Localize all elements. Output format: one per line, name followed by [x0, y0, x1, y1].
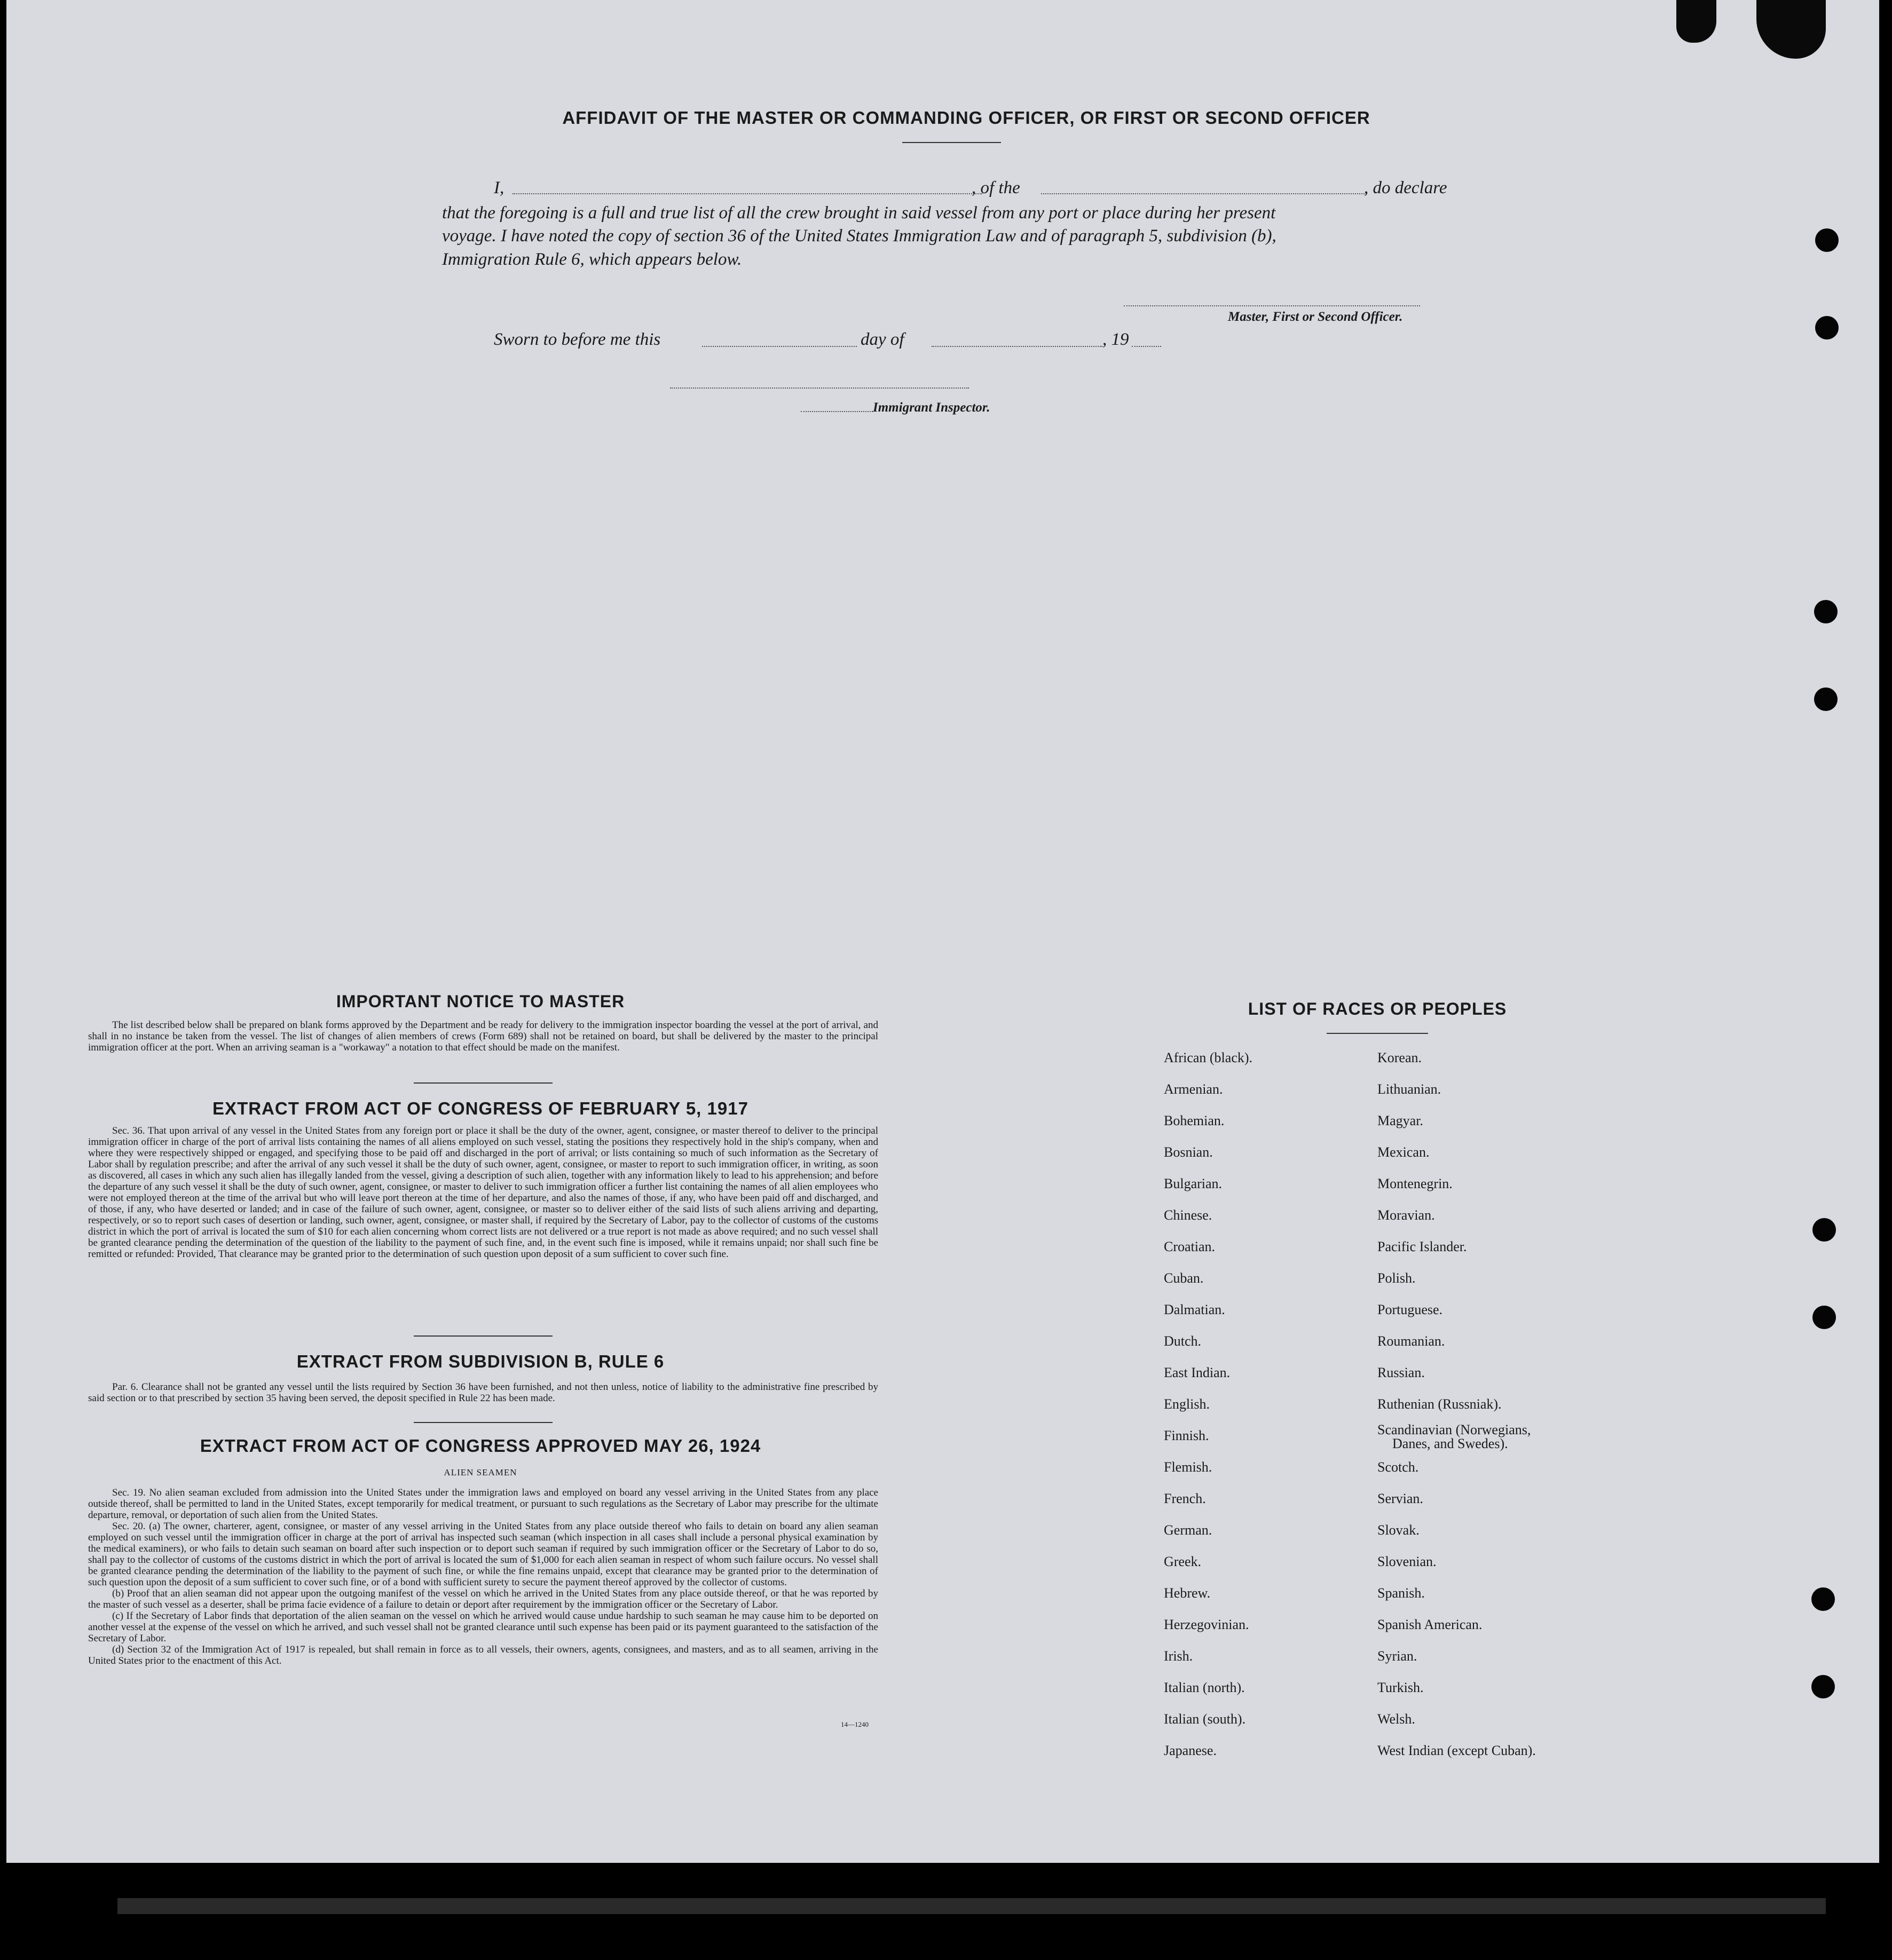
races-divider: [1327, 1033, 1428, 1034]
race-item: Scotch.: [1377, 1459, 1419, 1475]
race-item: Montenegrin.: [1377, 1176, 1453, 1191]
sworn-prefix: Sworn to before me this: [494, 330, 661, 349]
affidavit-line-4: Immigration Rule 6, which appears below.: [442, 250, 742, 269]
punch-hole: [1814, 600, 1838, 623]
sworn-month-blank[interactable]: [932, 346, 1102, 347]
race-item: Welsh.: [1377, 1711, 1415, 1727]
race-item: French.: [1164, 1491, 1206, 1506]
punch-hole: [1814, 687, 1838, 711]
race-item: Scandinavian (Norwegians,: [1377, 1422, 1531, 1437]
race-item: Japanese.: [1164, 1743, 1217, 1758]
act-1917-paragraph: Sec. 36. That upon arrival of any vessel in the United States from any foreign port or place it shall be the duty of the owner, agent, consignee, or master thereof to deliver to the principal immigration officer in charge of the port of arrival lists containing the names of all aliens employed on such vessel, stating the positions they respectively hold in the ship's company, when and where they were respectively shipped or engaged, and specifying those to be paid off and discharged in the port of arrival; or lists containing so much of such information as the Secretary of Labor shall by regulation prescribe; and after the arrival of any such vessel it shall be the duty of such owner, agent, consignee, or master to report to such immigration officer, in writing, as soon as discovered, all cases in which any such alien has illegally landed from the vessel, giving a description of such alien, together with any information likely to lead to his apprehension; and before the departure of any such vessel it shall be the duty of such owner, agent, consignee, or master to deliver to such immigration officer a further list containing the names of all alien employees who were not employed thereon at the time of the arrival but who will leave port thereon at the time of her departure, and also the names of those, if any, who have been paid off and discharged, and of those, if any, who have deserted or landed; and in case of the failure of such owner, agent, consignee, or master so to deliver either of the said lists of such aliens arriving and departing, respectively, or so to report such cases of desertion or landing, such owner, agent, consignee, or master shall, if required by the Secretary of Labor, pay to the collector of customs of the customs district in which the port of arrival is located the sum of $10 for each alien concerning whom correct lists are not delivered or a true report is not made as above required; and no such vessel shall be granted clearance pending the determination of the question of the liability to the payment of such fine, and, in the event such fine is imposed, while it remains unpaid; nor shall such fine be remitted or refunded: Provided, That clearance may be granted prior to the determination of such question upon deposit of a sum sufficient to cover such fine.: [88, 1125, 878, 1260]
race-item: Moravian.: [1377, 1207, 1435, 1223]
master-label: Master, First or Second Officer.: [1228, 310, 1403, 324]
race-item: Lithuanian.: [1377, 1081, 1441, 1097]
act-1924-sec-20d: (d) Section 32 of the Immigration Act of 1917 is repealed, but shall remain in force as to all vessels, their owners, agents, consignees, and masters, and as to all seamen, arriving in the United States prior to the enactment of this Act.: [88, 1644, 878, 1666]
race-item: Armenian.: [1164, 1081, 1223, 1097]
race-item: East Indian.: [1164, 1365, 1231, 1380]
race-item: Spanish American.: [1377, 1617, 1483, 1632]
race-item: Slovak.: [1377, 1522, 1420, 1538]
race-item: Servian.: [1377, 1491, 1423, 1506]
punch-hole: [1815, 316, 1839, 339]
races-column-1: [1164, 1042, 1252, 1766]
punch-hole: [1811, 1675, 1835, 1698]
race-item: Bohemian.: [1164, 1113, 1225, 1128]
race-item: Ruthenian (Russniak).: [1377, 1396, 1502, 1412]
inspector-signature-line-2[interactable]: [801, 411, 873, 412]
sworn-year: , 19: [1102, 330, 1129, 349]
punch-hole: [1812, 1306, 1836, 1329]
race-item: Dutch.: [1164, 1333, 1202, 1349]
act-1917-text: [88, 1125, 878, 1260]
race-item: English.: [1164, 1396, 1210, 1412]
race-item: Turkish.: [1377, 1680, 1424, 1695]
punch-hole: [1811, 1587, 1835, 1611]
scan-edge: [117, 1898, 1826, 1914]
section-divider: [414, 1335, 553, 1337]
notice-paragraph: The list described below shall be prepared on blank forms approved by the Department and be ready for delivery to the immigration inspector boarding the vessel at the port of arrival, and shall in no instance be taken from the vessel. The list of changes of alien members of crews (Form 689) shall not be retained on board, but shall be delivered by the master to the principal immigration officer at the port. When an arriving seaman is a "workaway" a notation to that effect should be made on the manifest.: [88, 1019, 878, 1053]
race-item: Chinese.: [1164, 1207, 1212, 1223]
sworn-year-blank[interactable]: [1132, 346, 1161, 347]
act-1924-sec-20b: (b) Proof that an alien seaman did not appear upon the outgoing manifest of the vessel on which he arrived in the United States from any place outside thereof, or that he was reported by the master of such vessel as a deserter, shall be prima facie evidence of a failure to detain or deport after requirement by the immigration officer or the Secretary of Labor.: [88, 1588, 878, 1610]
race-item: African (black).: [1164, 1050, 1253, 1065]
races-column-2: [1377, 1042, 1536, 1766]
race-item: Roumanian.: [1377, 1333, 1445, 1349]
race-item: Dalmatian.: [1164, 1302, 1225, 1317]
act-1924-title: EXTRACT FROM ACT OF CONGRESS APPROVED MAY 26, 1924: [200, 1436, 761, 1456]
affidavit-i: I,: [494, 178, 504, 197]
race-item: Syrian.: [1377, 1648, 1417, 1664]
rule-6-title: EXTRACT FROM SUBDIVISION B, RULE 6: [296, 1352, 665, 1371]
name-blank[interactable]: [513, 193, 982, 194]
race-item: Greek.: [1164, 1554, 1202, 1569]
inspector-label: Immigrant Inspector.: [873, 400, 990, 415]
race-item: Hebrew.: [1164, 1585, 1211, 1601]
race-item: Slovenian.: [1377, 1554, 1437, 1569]
race-item: Danes, and Swedes).: [1392, 1436, 1508, 1451]
race-item: West Indian (except Cuban).: [1377, 1743, 1536, 1758]
rule-6-text: [88, 1381, 878, 1404]
race-item: Spanish.: [1377, 1585, 1425, 1601]
race-item: Cuban.: [1164, 1270, 1204, 1286]
race-item: Mexican.: [1377, 1144, 1430, 1160]
race-item: Pacific Islander.: [1377, 1239, 1467, 1254]
vessel-blank[interactable]: [1041, 193, 1367, 194]
notice-title: IMPORTANT NOTICE TO MASTER: [336, 992, 625, 1011]
act-1924-subtitle: ALIEN SEAMEN: [444, 1467, 517, 1477]
section-divider: [414, 1082, 553, 1084]
affidavit-do-declare: , do declare: [1364, 178, 1447, 197]
inspector-signature-line[interactable]: [670, 388, 969, 389]
race-item: Croatian.: [1164, 1239, 1216, 1254]
notice-text: [88, 1019, 878, 1053]
affidavit-of-the: , of the: [972, 178, 1020, 197]
section-divider: [414, 1422, 553, 1423]
race-item: Bulgarian.: [1164, 1176, 1223, 1191]
title-divider: [902, 142, 1001, 143]
race-item: German.: [1164, 1522, 1212, 1538]
race-item: Herzegovinian.: [1164, 1617, 1249, 1632]
form-number: 14—1240: [841, 1720, 869, 1728]
race-item: Flemish.: [1164, 1459, 1212, 1475]
act-1924-sec-20a: Sec. 20. (a) The owner, charterer, agent, consignee, or master of any vessel arriving in the United States from any place outside thereof who fails to detain on board any alien seaman employed on such vessel until the immigration officer in charge at the port of arrival has inspected such seaman (which inspection in all cases shall include a personal physical examination by the medical examiners), or who fails to detain such seaman on board after such inspection or to deport such seaman if required by such immigration officer or the Secretary of Labor to do so, shall pay to the collector of customs of the customs district in which the port of arrival is located the sum of $1,000 for each alien seaman in respect of whom such failure occurs. No vessel shall be granted clearance pending the determination of the liability to the payment of such fine, or while the fine remains unpaid, except that clearance may be granted prior to the determination of such question upon the deposit of a sum sufficient to cover such fine, or of a bond with sufficient surety to secure the payment thereof approved by the collector of customs.: [88, 1521, 878, 1588]
act-1924-sec-19: Sec. 19. No alien seaman excluded from admission into the United States under the immigration laws and employed on board any vessel arriving in the United States from any place outside thereof, shall be permitted to land in the United States, except temporarily for medical treatment, or pursuant to such regulations as the Secretary of Labor may prescribe for the ultimate departure, removal, or deportation of such alien from the United States.: [88, 1487, 878, 1521]
affidavit-line-3: voyage. I have noted the copy of section 36 of the United States Immigration Law and of paragraph 5, subdivision (b),: [442, 226, 1276, 246]
race-item: Magyar.: [1377, 1113, 1423, 1128]
race-item: Italian (south).: [1164, 1711, 1246, 1727]
act-1924-sec-20c: (c) If the Secretary of Labor finds that deportation of the alien seaman on the vessel on which he arrived would cause undue hardship to such seaman he may cause him to be deported on another vessel at the expense of the vessel on which he arrived, and such vessel shall not be granted clearance until such expense has been paid or its payment guaranteed to the satisfaction of the Secretary of Labor.: [88, 1610, 878, 1644]
race-item: Polish.: [1377, 1270, 1416, 1286]
punch-hole: [1815, 228, 1839, 252]
race-item: Portuguese.: [1377, 1302, 1443, 1317]
races-title: LIST OF RACES OR PEOPLES: [1248, 999, 1507, 1018]
act-1924-text: [88, 1487, 878, 1666]
sworn-day-of: day of: [861, 330, 904, 349]
race-item: Irish.: [1164, 1648, 1193, 1664]
affidavit-title: AFFIDAVIT OF THE MASTER OR COMMANDING OFFICER, OR FIRST OR SECOND OFFICER: [562, 108, 1370, 128]
race-item: Italian (north).: [1164, 1680, 1245, 1695]
master-signature-line[interactable]: [1124, 305, 1420, 306]
race-item: Korean.: [1377, 1050, 1422, 1065]
punch-hole: [1812, 1218, 1836, 1242]
race-item: Bosnian.: [1164, 1144, 1213, 1160]
affidavit-line-2: that the foregoing is a full and true list of all the crew brought in said vessel from any port or place during her present: [442, 203, 1276, 223]
race-item: Finnish.: [1164, 1428, 1209, 1443]
race-item: Russian.: [1377, 1365, 1425, 1380]
act-1917-title: EXTRACT FROM ACT OF CONGRESS OF FEBRUARY 5, 1917: [212, 1098, 748, 1118]
rule-6-paragraph: Par. 6. Clearance shall not be granted any vessel until the lists required by Section 36 have been furnished, and not then unless, notice of liability to the administrative fine prescribed by said section or to that prescribed by section 35 having been served, the deposit specified in Rule 22 has been made.: [88, 1381, 878, 1404]
sworn-day-blank[interactable]: [702, 346, 857, 347]
